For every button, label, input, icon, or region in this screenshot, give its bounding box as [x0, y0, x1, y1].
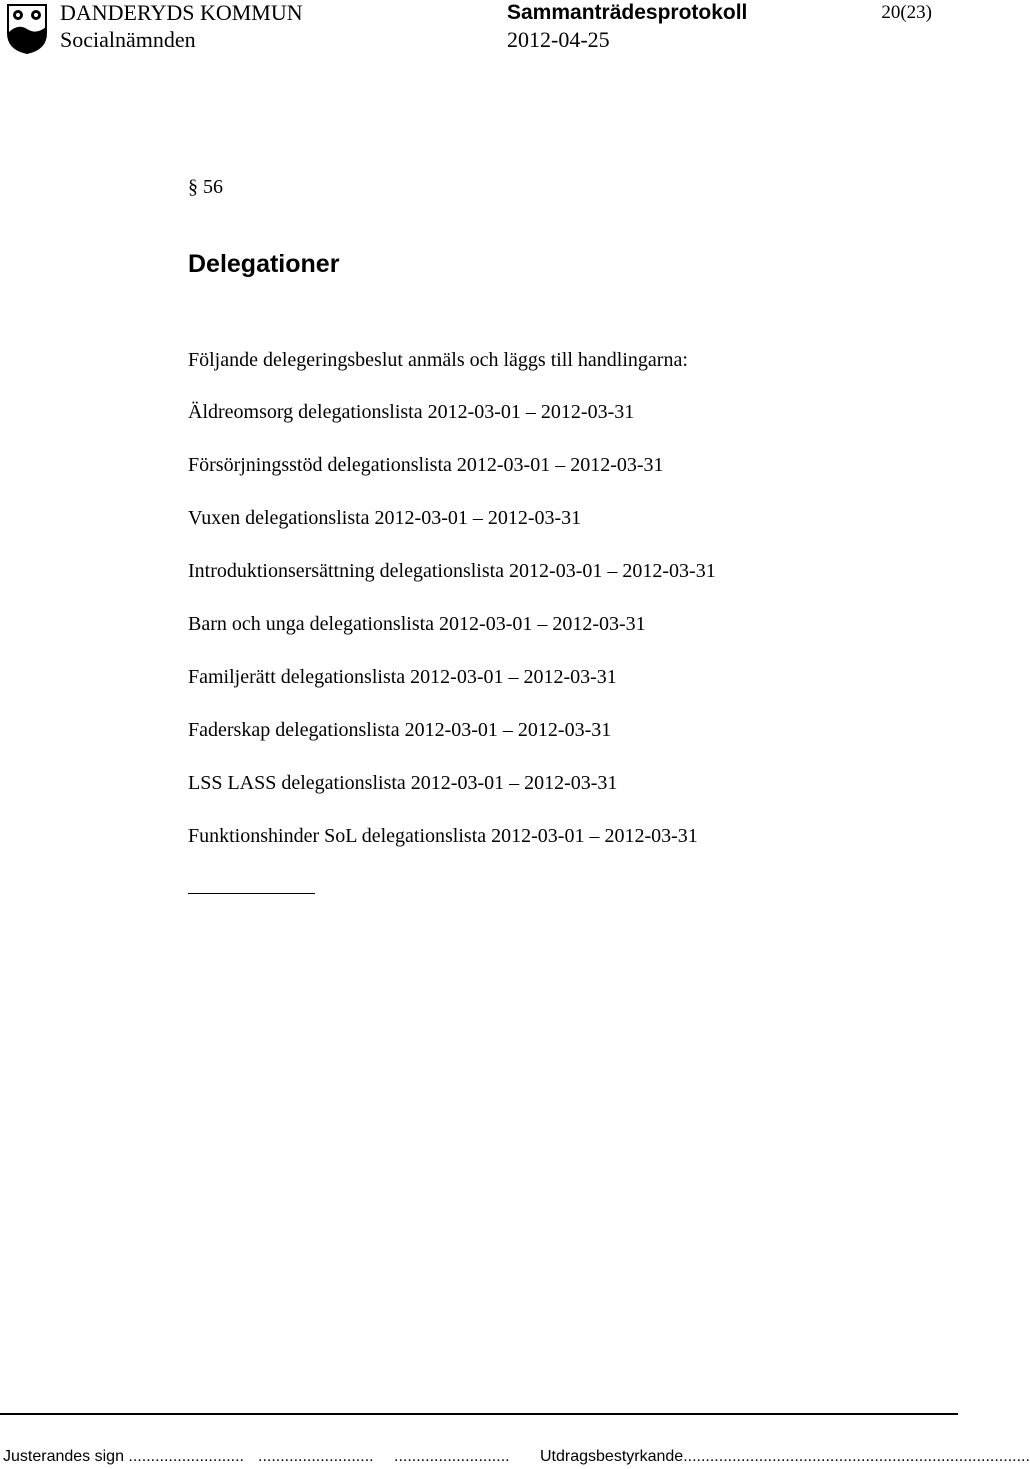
list-item: Faderskap delegationslista 2012-03-01 – 2012-03-31 — [188, 719, 612, 741]
intro-text: Följande delegeringsbeslut anmäls och läggs till handlingarna: — [188, 349, 688, 371]
list-item: LSS LASS delegationslista 2012-03-01 – 2012-03-31 — [188, 772, 618, 794]
document-type: Sammanträdesprotokoll — [507, 1, 748, 24]
page-title: Delegationer — [188, 250, 340, 278]
signature-line: .......................... — [258, 1448, 374, 1465]
section-number: § 56 — [188, 176, 223, 198]
end-divider — [188, 893, 315, 894]
list-item: Försörjningsstöd delegationslista 2012-03-01 – 2012-03-31 — [188, 454, 664, 476]
footer-divider — [0, 1413, 958, 1415]
list-item: Barn och unga delegationslista 2012-03-01 – 2012-03-31 — [188, 613, 646, 635]
list-item: Vuxen delegationslista 2012-03-01 – 2012-03-31 — [188, 507, 582, 529]
delegation-list — [188, 398, 716, 875]
list-item: Funktionshinder SoL delegationslista 2012-03-01 – 2012-03-31 — [188, 825, 698, 847]
signature-line: .......................... — [394, 1448, 510, 1465]
list-item: Introduktionsersättning delegationslista 2012-03-01 – 2012-03-31 — [188, 560, 716, 582]
page-number: 20(23) — [881, 2, 932, 23]
department: Socialnämnden — [60, 27, 196, 52]
org-name: DANDERYDS KOMMUN — [60, 0, 303, 25]
list-item: Äldreomsorg delegationslista 2012-03-01 – 2012-03-31 — [188, 401, 635, 423]
coat-of-arms-icon — [6, 3, 48, 55]
extract-label: Utdragsbestyrkande.............................................................................. — [540, 1448, 1030, 1465]
document-date: 2012-04-25 — [507, 27, 610, 52]
signature-label: Justerandes sign .......................... — [3, 1448, 244, 1465]
list-item: Familjerätt delegationslista 2012-03-01 – 2012-03-31 — [188, 666, 617, 688]
